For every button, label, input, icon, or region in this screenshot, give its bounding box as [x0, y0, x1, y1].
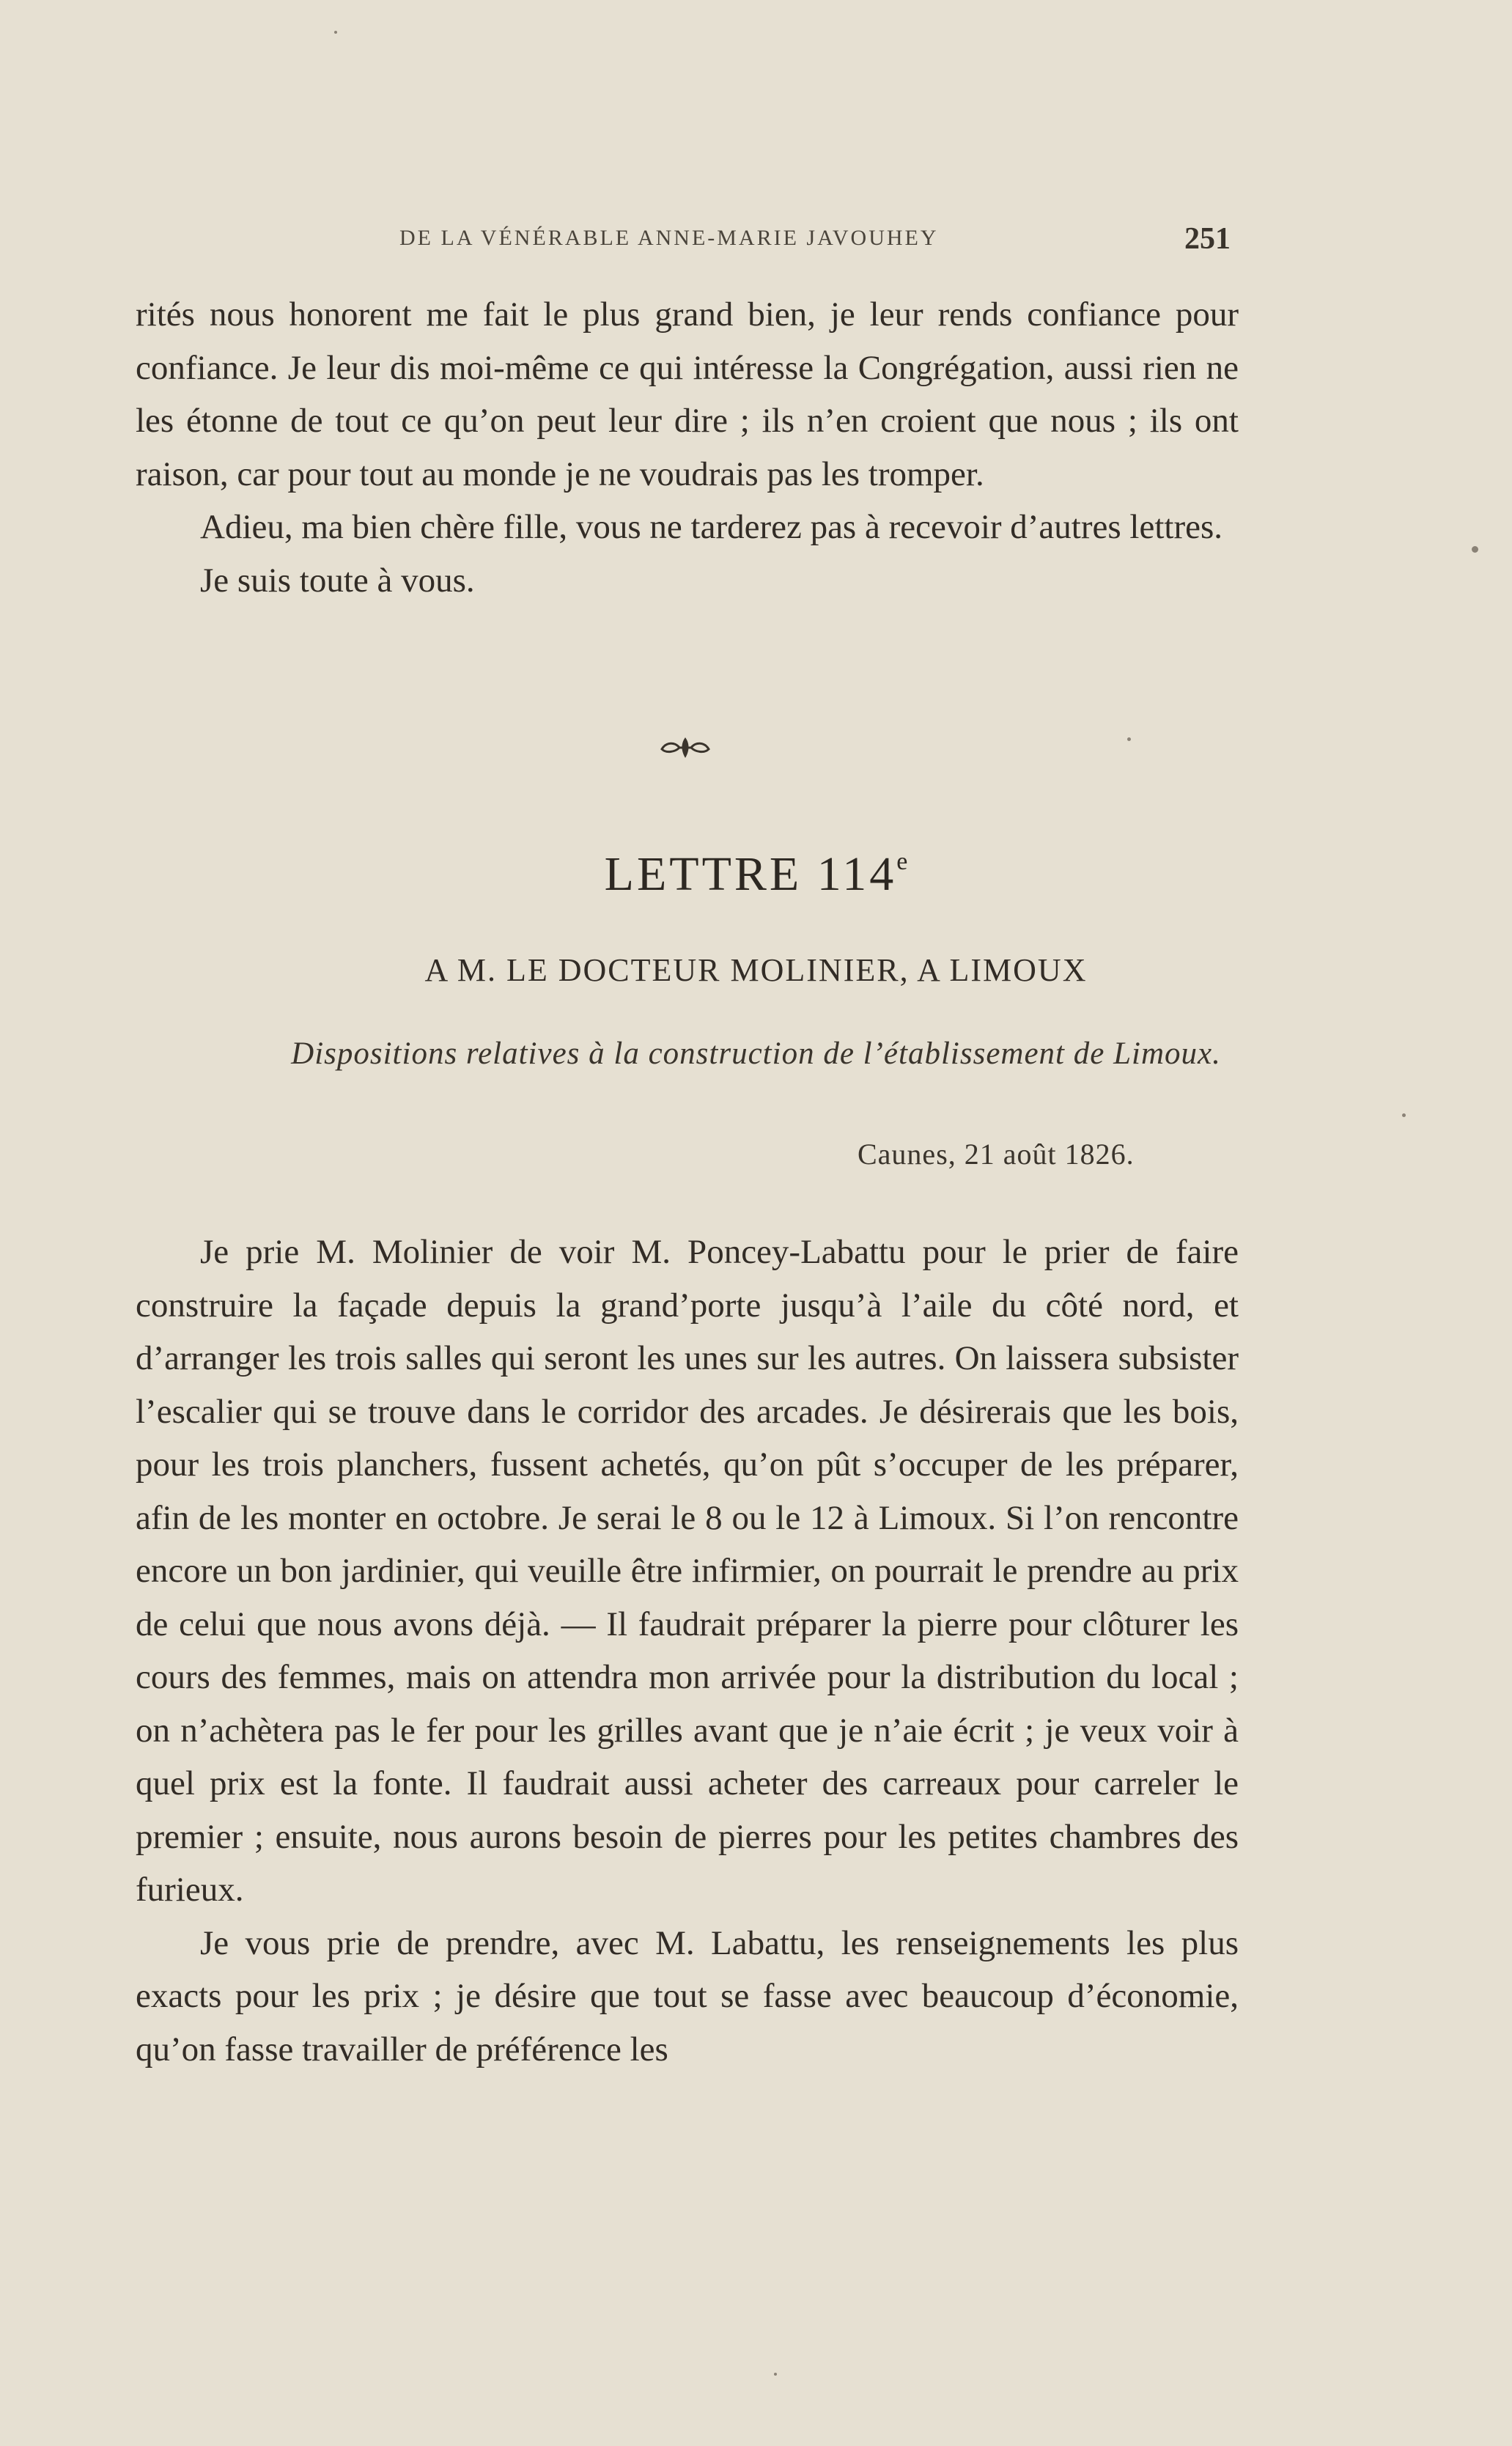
paper-speck [1127, 737, 1131, 741]
letter-title-superscript: e [896, 848, 908, 875]
paper-speck [1402, 1113, 1406, 1117]
letter-body [136, 1226, 1239, 2076]
paragraph: Adieu, ma bien chère fille, vous ne tarderez pas à recevoir d’autres lettres. [200, 508, 1222, 546]
running-head: DE LA VÉNÉRABLE ANNE-MARIE JAVOUHEY [399, 226, 939, 250]
letter-title [0, 847, 1512, 902]
paragraph: rités nous honorent me fait le plus grand bien, je leur rends confiance pour confiance. Je leur dis moi-même ce qui intéresse la Congrégation, aussi rien ne les étonne de tout ce qu’on peut leur dire ; ils n’en croient que nous ; ils ont raison, car pour tout au monde je ne voudrais pas les tromper. [136, 295, 1239, 493]
paper-speck [1472, 546, 1478, 553]
letter-recipient: A M. LE DOCTEUR MOLINIER, A LIMOUX [424, 952, 1088, 988]
paragraph: Je prie M. Molinier de voir M. Poncey-Labattu pour le prier de faire construire la façade depuis la grand’porte jusqu’à l’aile du côté nord, et d’arranger les trois salles qui seront les unes sur les autres. On laissera subsister l’escalier qui se trouve dans le corridor des arcades. Je désirerais que les bois, pour les trois planchers, fussent achetés, qu’on pût s’occuper de les préparer, afin de les monter en octobre. Je serai le 8 ou le 12 à Limoux. Si l’on rencontre encore un bon jardinier, qui veuille être infirmier, on pourrait le prendre au prix de celui que nous avons déjà. — Il faudrait préparer la pierre pour clôturer les cours des femmes, mais on attendra mon arrivée pour la distribution du local ; on n’achètera pas le fer pour les grilles avant que je n’aie écrit ; je veux voir à quel prix est la fonte. Il faudrait aussi acheter des carreaux pour carreler le premier ; ensuite, nous aurons besoin de pierres pour les petites chambres des furieux. [136, 1233, 1239, 1909]
fleuron-icon [656, 733, 715, 762]
letter-title-text: LETTRE 114 [604, 847, 897, 901]
paragraph: Je vous prie de prendre, avec M. Labattu, les renseignements les plus exacts pour les prix ; je désire que tout se fasse avec beaucoup d’économie, qu’on fasse travailler de préférence les [136, 1923, 1239, 2069]
paragraph: Je suis toute à vous. [200, 561, 475, 600]
page-number: 251 [1184, 222, 1231, 256]
previous-letter-ending [136, 288, 1239, 607]
paper-speck [774, 2373, 777, 2376]
paper-speck [334, 31, 337, 34]
letter-dateline: Caunes, 21 août 1826. [858, 1138, 1135, 1171]
letter-subject: Dispositions relatives à la construction de l’établissement de Limoux. [291, 1036, 1221, 1071]
